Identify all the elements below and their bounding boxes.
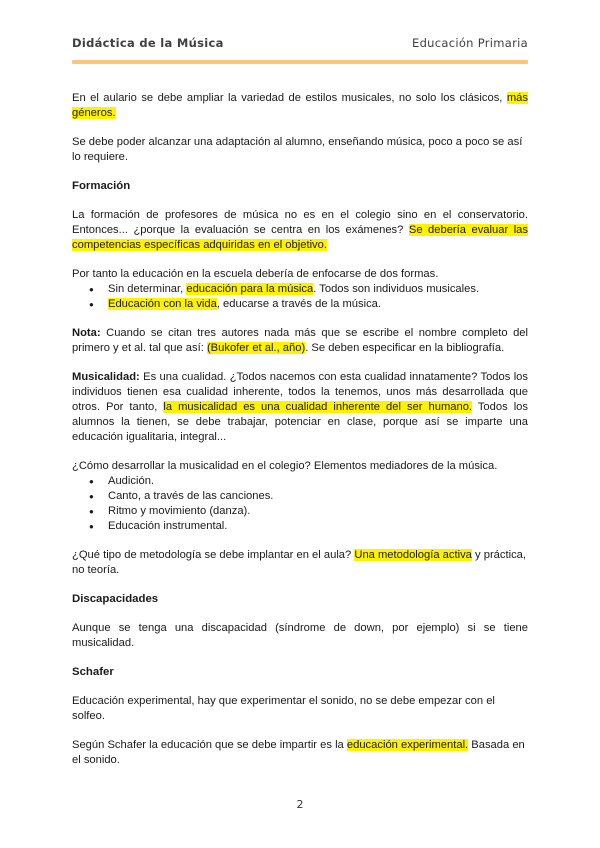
paragraph-musicalidad: Musicalidad: Es una cualidad. ¿Todos nacemos con esta cualidad innatamente? Todos los individuos tienen esa cualidad inherente, todos la tenemos, unos más desarrollada que otros. Por tanto, la musicalidad es una cualidad inherente del ser humano. Todos los alumnos la tienen, se debe trabajar, potenciar en clase, porque así se imparte una educación igualitaria, integral...	[72, 371, 528, 443]
highlighted-text: (Bukofer et al., año)	[206, 342, 306, 354]
paragraph-elementos: ¿Cómo desarrollar la musicalidad en el colegio? Elementos mediadores de la música.	[72, 460, 498, 472]
header-rule	[72, 60, 528, 64]
header-subject: Educación Primaria	[412, 36, 528, 50]
list-item: ● Audición.	[108, 474, 528, 489]
paragraph-nota: Nota: Cuando se citan tres autores nada más que se escribe el nombre completo del primero y et al. tal que así: (Bukofer et al., año). Se deben especificar en la bibliografía.	[72, 327, 528, 354]
highlighted-text: educación experimental.	[346, 739, 469, 751]
list-item: ● Canto, a través de las canciones.	[108, 489, 528, 504]
paragraph-experimental: Educación experimental, hay que experimentar el sonido, no se debe empezar con el solfeo.	[72, 695, 495, 722]
paragraph-metodologia: ¿Qué tipo de metodología se debe implantar en el aula? Una metodología activa y práctica, no teoría.	[72, 549, 526, 576]
highlighted-text: educación para la música	[186, 283, 314, 295]
paragraph-discapacidad: Aunque se tenga una discapacidad (síndrome de down, por ejemplo) si se tiene musicalidad.	[72, 622, 528, 649]
heading-formacion: Formación	[72, 180, 131, 192]
heading-discapacidades: Discapacidades	[72, 593, 159, 605]
paragraph-aulario	[72, 91, 528, 121]
highlighted-text: Educación con la vida	[108, 298, 217, 310]
page-body	[72, 91, 528, 782]
page-number: 2	[296, 798, 304, 811]
paragraph-adaptacion: Se debe poder alcanzar una adaptación al alumno, enseñando música, poco a poco se así lo requiere.	[72, 136, 523, 163]
paragraph-text: La formación de profesores de música no es en el colegio sino en el conservatorio. Entonces... ¿porque la evaluación se centra en los exámenes?	[72, 209, 528, 236]
list-item: ● Educación instrumental.	[108, 519, 528, 534]
paragraph-text: En el aulario se debe ampliar la variedad de estilos musicales, no solo los clásicos,	[72, 92, 507, 104]
nota-label: Nota:	[72, 327, 101, 339]
highlighted-text: Una metodología activa	[354, 549, 472, 561]
musicalidad-label: Musicalidad:	[72, 371, 140, 383]
paragraph-schafer: Según Schafer la educación que se debe impartir es la educación experimental. Basada en el sonido.	[72, 739, 525, 766]
paragraph-formacion	[72, 208, 528, 253]
list-formas	[72, 282, 528, 312]
highlighted-text: la musicalidad es una cualidad inherente del ser humano.	[163, 401, 473, 413]
list-elementos	[72, 474, 528, 534]
heading-schafer: Schafer	[72, 666, 114, 678]
list-item: ● Ritmo y movimiento (danza).	[108, 504, 528, 519]
paragraph-dos-formas: Por tanto la educación en la escuela debería de enfocarse de dos formas.	[72, 268, 439, 280]
header-title: Didáctica de la Música	[72, 36, 224, 50]
highlighted-text: Se debería evaluar las competencias específicas adquiridas en el objetivo.	[72, 224, 528, 251]
highlighted-text: más géneros.	[72, 92, 528, 119]
list-item: ● Sin determinar, educación para la música. Todos son individuos musicales.	[108, 282, 528, 297]
list-item: ● Educación con la vida, educarse a través de la música.	[108, 297, 528, 312]
